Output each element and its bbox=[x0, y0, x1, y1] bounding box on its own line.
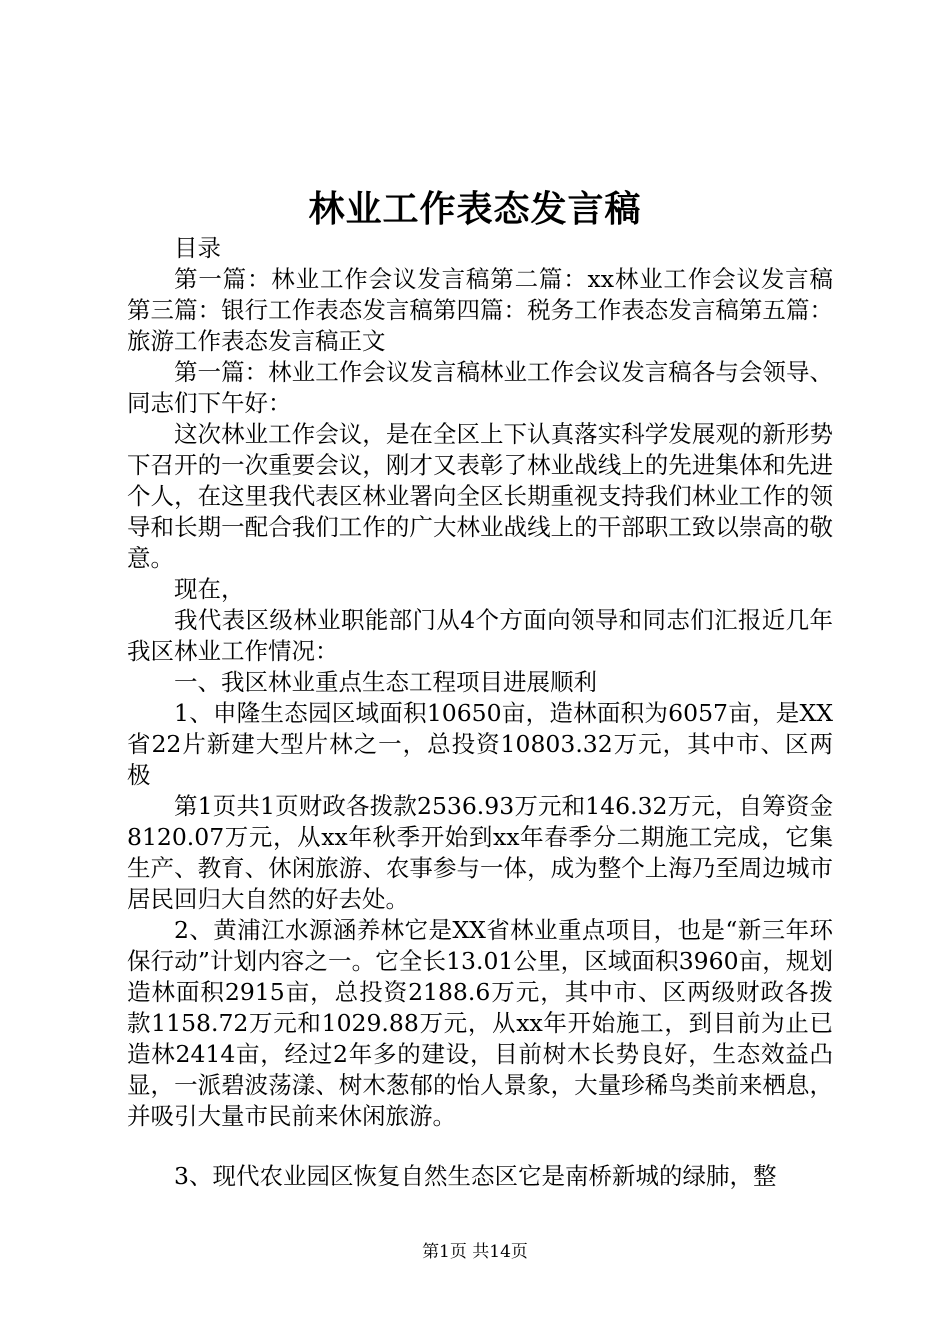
body-paragraph: 1、申隆生态园区域面积10650亩，造林面积为6057亩，是XX省22片新建大型片林之一，总投资10803.32万元，其中市、区两极 bbox=[127, 699, 833, 789]
subheading: 一、我区林业重点生态工程项目进展顺利 bbox=[174, 668, 597, 696]
toc-heading: 目录 bbox=[174, 234, 221, 262]
document-title: 林业工作表态发言稿 bbox=[308, 188, 642, 230]
body-paragraph: 3、现代农业园区恢复自然生态区它是南桥新城的绿肺，整 bbox=[174, 1162, 777, 1190]
toc-list: 第一篇：林业工作会议发言稿第二篇：xx林业工作会议发言稿第三篇：银行工作表态发言稿第四篇：税务工作表态发言稿第五篇：旅游工作表态发言稿正文 bbox=[127, 265, 833, 355]
section-one-heading: 第一篇：林业工作会议发言稿林业工作会议发言稿各与会领导、同志们下午好： bbox=[127, 358, 833, 417]
body-paragraph: 第1页共1页财政各拨款2536.93万元和146.32万元，自筹资金8120.07万元，从xx年秋季开始到xx年春季分二期施工完成，它集生产、教育、休闲旅游、农事参与一体，成为整个上海乃至周边城市居民回归大自然的好去处。 bbox=[127, 792, 833, 913]
body-paragraph: 我代表区级林业职能部门从4个方面向领导和同志们汇报近几年我区林业工作情况： bbox=[127, 606, 833, 665]
document-body bbox=[127, 233, 833, 1192]
body-paragraph: 2、黄浦江水源涵养林它是XX省林业重点项目，也是“新三年环保行动”计划内容之一。它全长13.01公里，区域面积3960亩，规划造林面积2915亩，总投资2188.6万元，其中市、区两级财政各拨款1158.72万元和1029.88万元，从xx年开始施工，到目前为止已造林2414亩，经过2年多的建设，目前树木长势良好，生态效益凸显，一派碧波荡漾、树木葱郁的怡人景象，大量珍稀鸟类前来栖息，并吸引大量市民前来休闲旅游。 bbox=[127, 916, 833, 1130]
body-paragraph: 这次林业工作会议，是在全区上下认真落实科学发展观的新形势下召开的一次重要会议，刚才又表彰了林业战线上的先进集体和先进个人，在这里我代表区林业署向全区长期重视支持我们林业工作的领导和长期一配合我们工作的广大林业战线上的干部职工致以崇高的敬意。 bbox=[127, 420, 833, 572]
body-paragraph: 现在， bbox=[174, 575, 245, 603]
page-footer: 第1页 共14页 bbox=[422, 1242, 528, 1262]
